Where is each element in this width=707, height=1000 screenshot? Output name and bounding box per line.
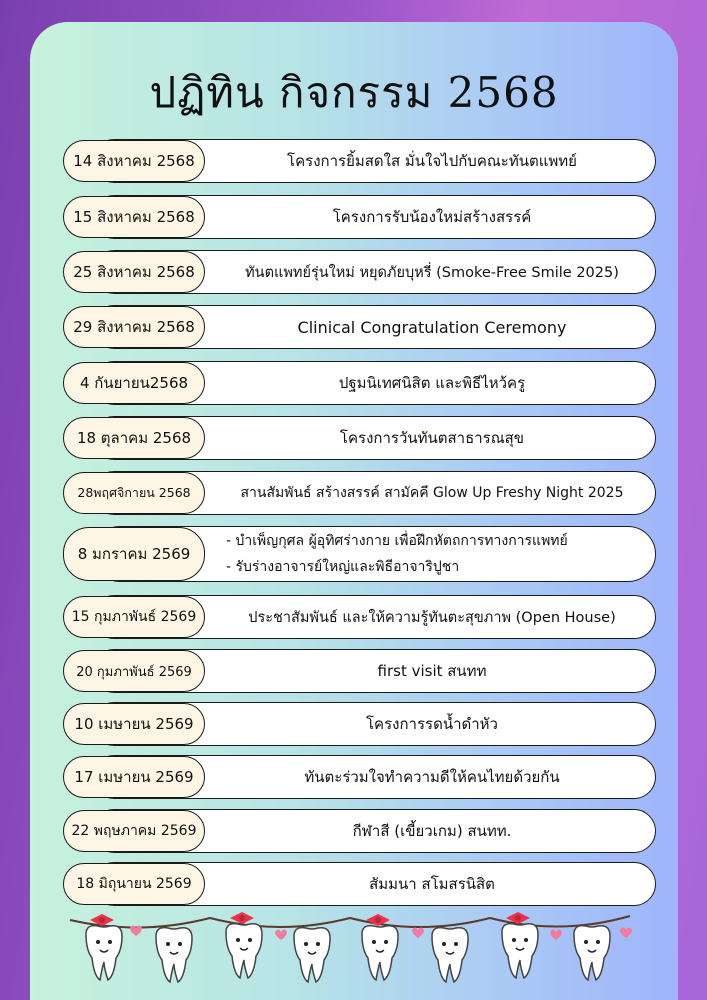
tooth-icon: [226, 924, 262, 978]
event-title: โครงการรับน้องใหม่สร้างสรรค์: [332, 208, 532, 226]
event-line: - รับร่างอาจารย์ใหญ่และพิธีอาจาริปูชา: [226, 559, 460, 575]
tooth-icon: [362, 926, 398, 980]
event-line: - บำเพ็ญกุศล ผู้อุทิศร่างกาย เพื่อฝึกหัตถการทางการแพทย์: [226, 533, 568, 549]
event-title: กีฬาสี (เขี้ยวเกม) สนทท.: [352, 822, 512, 840]
event-row-3: [30, 250, 678, 294]
event-row-6: [30, 416, 678, 460]
event-row-11: [30, 702, 678, 746]
event-title: first visit สนทท: [377, 662, 487, 680]
tooth-icon: [294, 928, 330, 982]
event-title: [210, 526, 654, 582]
event-row-2: [30, 195, 678, 239]
event-row-4: [30, 305, 678, 349]
event-title: ทันตแพทย์รุ่นใหม่ หยุดภัยบุหรี่ (Smoke-Free Smile 2025): [245, 264, 619, 281]
event-row-13: [30, 809, 678, 853]
event-date: 15 กุมภาพันธ์ 2569: [63, 596, 205, 638]
event-row-8: [30, 526, 678, 582]
event-title: โครงการรดน้ำดำหัว: [366, 715, 498, 733]
event-row-14: [30, 862, 678, 906]
event-title: สานสัมพันธ์ สร้างสรรค์ สามัคคี Glow Up Freshy Night 2025: [240, 485, 624, 501]
calendar-panel: [30, 22, 678, 1000]
event-date: 22 พฤษภาคม 2569: [63, 810, 205, 852]
event-date: 15 สิงหาคม 2568: [63, 196, 205, 238]
event-date: 29 สิงหาคม 2568: [63, 306, 205, 348]
event-date: 10 เมษายน 2569: [63, 703, 205, 745]
event-title: Clinical Congratulation Ceremony: [297, 317, 567, 337]
event-date: 14 สิงหาคม 2568: [63, 140, 205, 182]
event-title: ปฐมนิเทศนิสิต และพิธีไหว้ครู: [338, 374, 526, 392]
event-row-1: [30, 139, 678, 183]
event-title: สัมมนา สโมสรนิสิต: [369, 875, 495, 893]
event-date: 28พฤศจิกายน 2568: [63, 472, 205, 514]
page-title: ปฏิทิน กิจกรรม 2568: [149, 68, 559, 117]
event-date: 4 กันยายน2568: [63, 362, 205, 404]
event-row-10: [30, 649, 678, 693]
tooth-icon: [432, 928, 468, 982]
teeth-garland-decoration: [30, 906, 678, 1000]
tooth-icon: [502, 924, 538, 978]
event-title: โครงการวันทันตสาธารณสุข: [339, 429, 525, 447]
event-date: 18 ตุลาคม 2568: [63, 417, 205, 459]
event-date: 8 มกราคม 2569: [63, 527, 205, 581]
event-date: 18 มิถุนายน 2569: [63, 863, 205, 905]
event-row-7: [30, 471, 678, 515]
event-title: ประชาสัมพันธ์ และให้ความรู้ทันตะสุขภาพ (Open House): [248, 609, 616, 626]
event-row-5: [30, 361, 678, 405]
event-title: ทันตะร่วมใจทำความดีให้คนไทยด้วยกัน: [304, 768, 560, 786]
tooth-icon: [574, 926, 610, 980]
event-date: 25 สิงหาคม 2568: [63, 251, 205, 293]
event-title: โครงการยิ้มสดใส มั่นใจไปกับคณะทันตแพทย์: [287, 152, 577, 170]
tooth-icon: [86, 926, 122, 980]
event-row-12: [30, 755, 678, 799]
event-date: 20 กุมภาพันธ์ 2569: [63, 650, 205, 692]
tooth-icon: [156, 928, 192, 982]
event-date: 17 เมษายน 2569: [63, 756, 205, 798]
event-row-9: [30, 595, 678, 639]
